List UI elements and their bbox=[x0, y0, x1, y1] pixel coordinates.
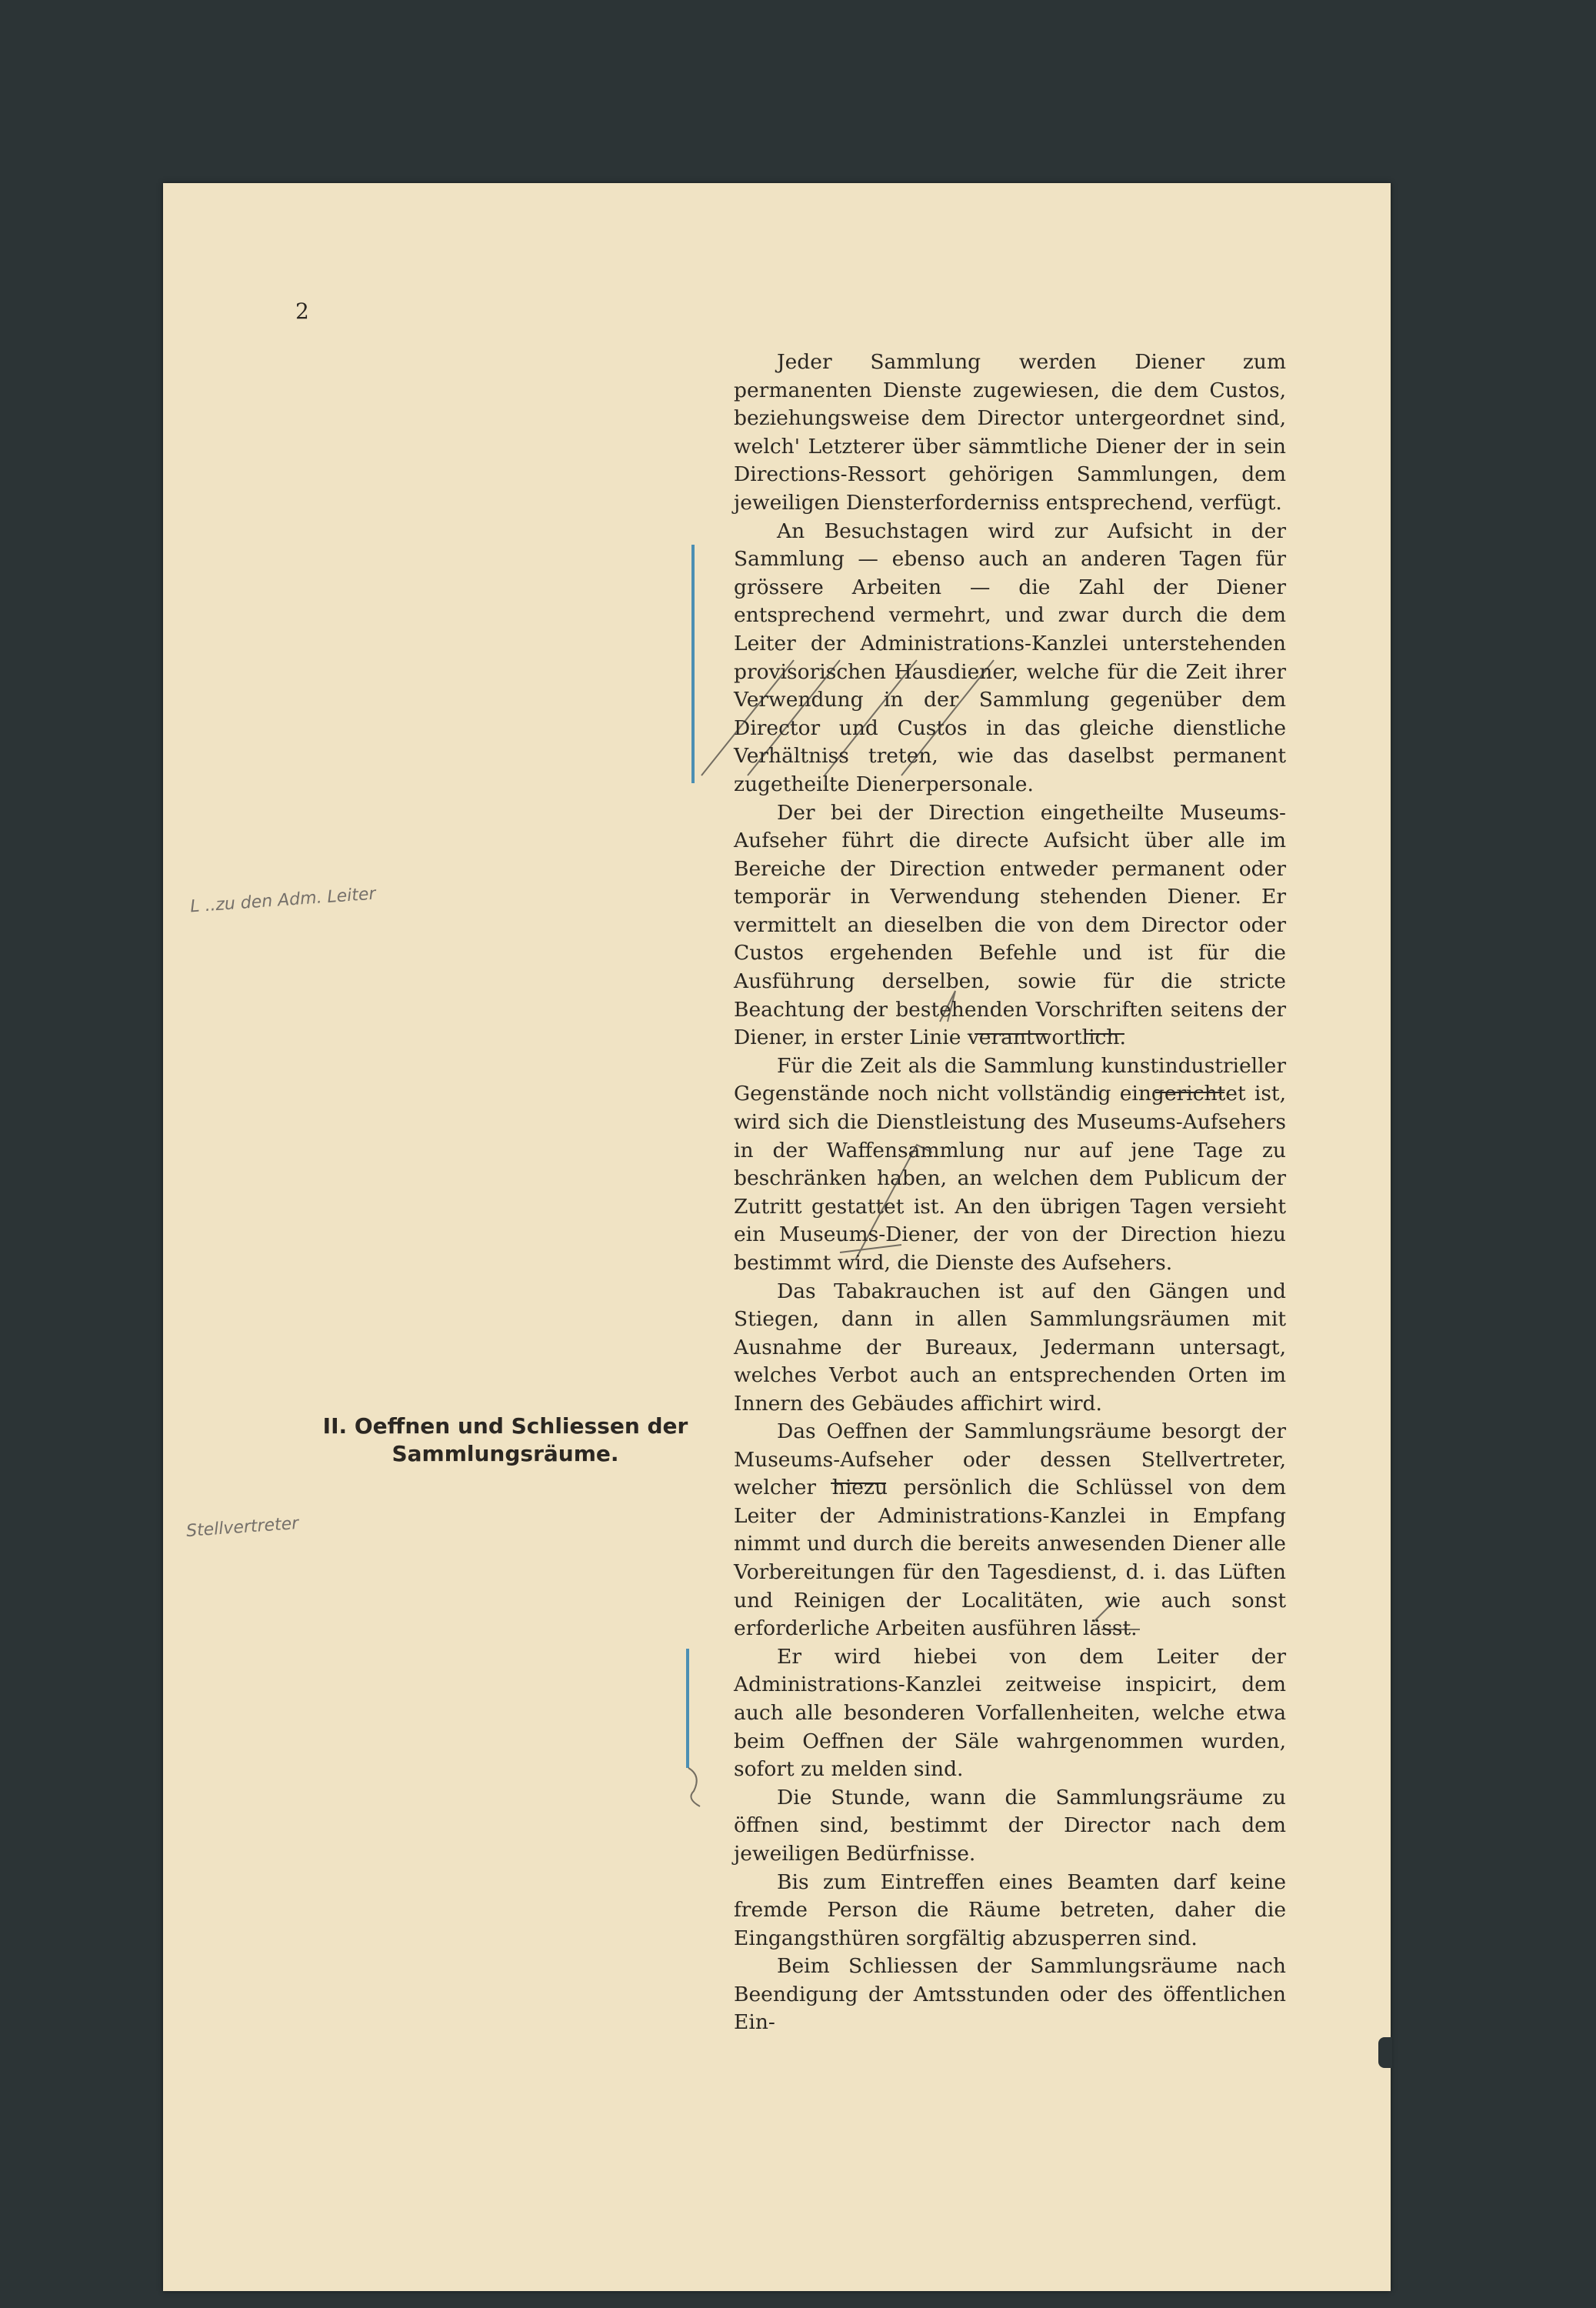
paragraph: An Besuchstagen wird zur Aufsicht in der Sammlung — ebenso auch an anderen Tagen für grössere Arbeiten — die Zahl der Diener entsprechend vermehrt, und zwar durch die dem Leiter der Administrations-Kanzlei unterstehenden provisorischen Hausdiener, welche für die Zeit ihrer Verwendung in der Sammlung gegenüber dem Director und Custos in das gleiche dienstliche Verhältniss treten, wie das daselbst permanent zugetheilte Dienerpersonale. bbox=[734, 519, 1286, 796]
paragraph: Für die Zeit als die Sammlung kunstindustrieller Gegenstände noch nicht vollständig eingerichtet ist, wird sich die Dienstleistung des Museums-Aufsehers in der Waffensammlung nur auf jene Tage zu beschränken haben, an welchen dem Publicum der Zutritt gestattet ist. An den übrigen Tagen versieht ein Museums-Diener, der von der Direction hiezu bestimmt wird, die Dienste des Aufsehers. bbox=[734, 1053, 1286, 1275]
paragraph: Das Tabakrauchen ist auf den Gängen und Stiegen, dann in allen Sammlungsräumen mit Ausnahme der Bureaux, Jedermann untersagt, welches Verbot auch an entsprechenden Orten im Innern des Gebäudes affichirt wird. bbox=[734, 1279, 1286, 1416]
paragraph: Der bei der Direction eingetheilte Museums-Aufseher führt die directe Aufsicht über alle im Bereiche der Direction entweder permanent oder temporär in Verwendung stehenden Diener. Er vermittelt an dieselben die von dem Director oder Custos ergehenden Befehle und ist für die Ausführung derselben, sowie für die stricte Beachtung der bestehenden Vorschriften seitens der Diener, in erster Linie verantwortlich. bbox=[734, 800, 1286, 1050]
paragraph: Die Stunde, wann die Sammlungsräume zu öffnen sind, bestimmt der Director nach dem jeweiligen Bedürfnisse. bbox=[734, 1785, 1286, 1866]
paragraph: Jeder Sammlung werden Diener zum permanenten Dienste zugewiesen, die dem Custos, beziehungsweise dem Director untergeordnet sind, welch' Letzterer über sämmtliche Diener der in sein Directions-Ressort gehörigen Sammlungen, dem jeweiligen Diensterforderniss entsprechend, verfügt. bbox=[734, 350, 1286, 515]
paragraph: Bis zum Eintreffen eines Beamten darf keine fremde Person die Räume betreten, daher die Eingangsthüren sorgfältig abzusperren sind. bbox=[734, 1869, 1286, 1950]
section-2-text bbox=[734, 1418, 1286, 2037]
section-1-text bbox=[734, 349, 1286, 1419]
document-page bbox=[163, 183, 1391, 2291]
paragraph: Beim Schliessen der Sammlungsräume nach Beendigung der Amtsstunden oder des öffentlichen Ein- bbox=[734, 1954, 1286, 2035]
margin-annotation: L ..zu den Adm. Leiter bbox=[189, 884, 377, 917]
page-number: 2 bbox=[295, 299, 309, 324]
page-tear bbox=[1378, 2037, 1392, 2068]
margin-annotation: Stellvertreter bbox=[185, 1513, 300, 1542]
paragraph: Das Oeffnen der Sammlungsräume besorgt der Museums-Aufseher oder dessen Stellvertreter, welcher hiezu persönlich die Schlüssel von dem Leiter der Administrations-Kanzlei in Empfang nimmt und durch die bereits anwesenden Diener alle Vorbereitungen für den Tagesdienst, d. i. das Lüften und Reinigen der Localitäten, wie auch sonst erforderliche Arbeiten ausführen lässt. bbox=[734, 1419, 1286, 1641]
section-heading: II. Oeffnen und Schliessen der Sammlungsräume. bbox=[322, 1413, 688, 1466]
paragraph: Er wird hiebei von dem Leiter der Administrations-Kanzlei zeitweise inspicirt, dem auch alle besonderen Vorfallenheiten, welche etwa beim Oeffnen der Säle wahrgenommen wurden, sofort zu melden sind. bbox=[734, 1644, 1286, 1782]
